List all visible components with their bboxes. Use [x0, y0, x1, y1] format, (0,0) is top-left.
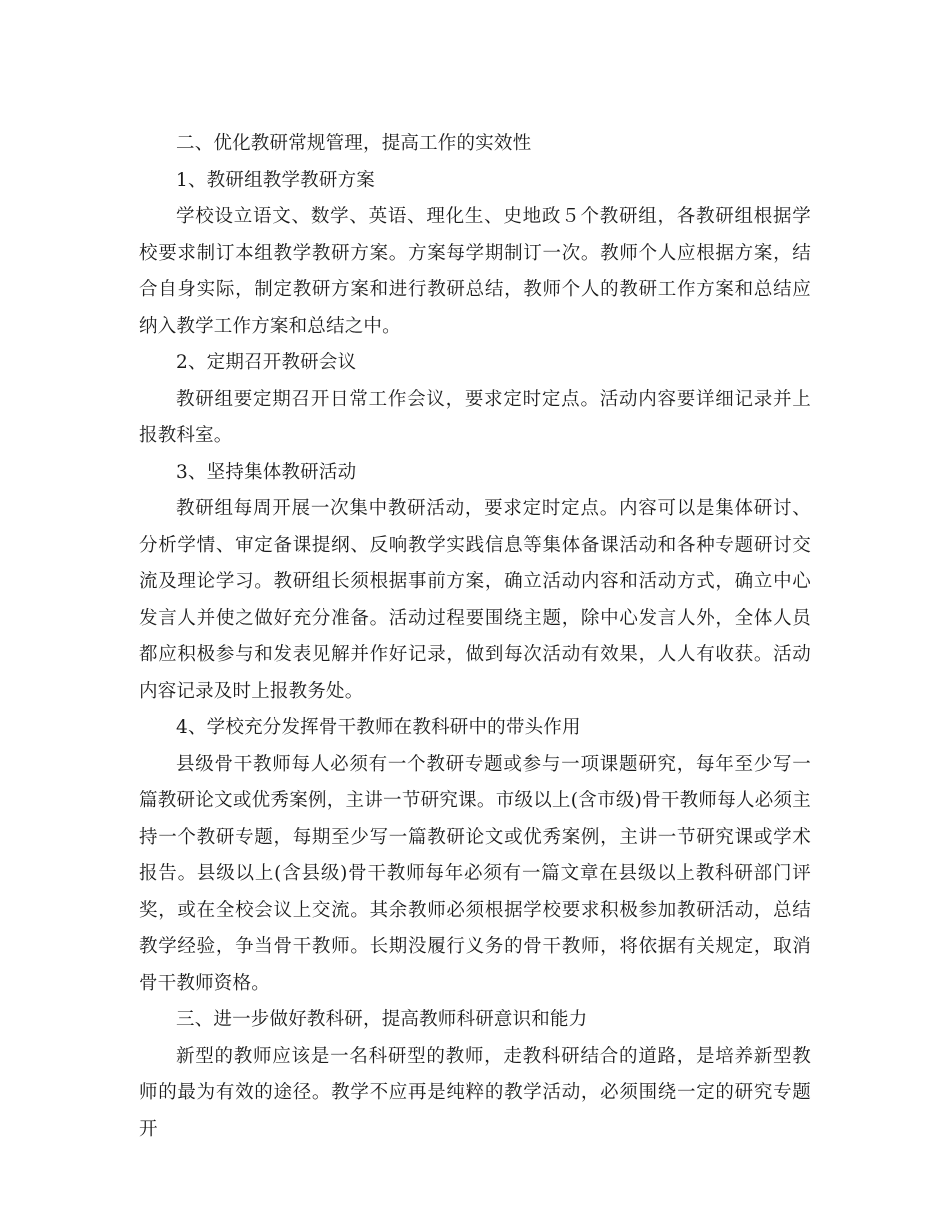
- subsection-heading: 1、教研组教学教研方案: [176, 169, 375, 191]
- body-paragraph: 新型的教师应该是一名科研型的教师，走教科研结合的道路，是培养新型教师的最为有效的途径。教学不应再是纯粹的教学活动，必须围绕一定的研究专题开: [139, 1045, 811, 1140]
- subsection-heading: 2、定期召开教研会议: [176, 352, 357, 373]
- section-heading: 二、优化教研常规管理，提高工作的实效性: [176, 133, 532, 154]
- subsection-heading: 3、坚持集体教研活动: [176, 461, 357, 483]
- section-heading: 三、进一步做好教科研，提高教师科研意识和能力: [176, 1009, 588, 1030]
- document-body: [139, 126, 811, 1148]
- body-paragraph: 县级骨干教师每人必须有一个教研专题或参与一项课题研究，每年至少写一篇教研论文或优秀案例，主讲一节研究课。市级以上(含市级)骨干教师每人必须主持一个教研专题，每期至少写一篇教研论文或优秀案例，主讲一节研究课或学术报告。县级以上(含县级)骨干教师每年必须有一篇文章在县级以上教科研部门评奖，或在全校会议上交流。其余教师必须根据学校要求积极参加教研活动，总结教学经验，争当骨干教师。长期没履行义务的骨干教师，将依据有关规定，取消骨干教师资格。: [139, 753, 811, 994]
- subsection-heading: 4、学校充分发挥骨干教师在教科研中的带头作用: [176, 717, 581, 738]
- body-paragraph: 教研组要定期召开日常工作会议，要求定时定点。活动内容要详细记录并上报教科室。: [139, 388, 811, 446]
- body-paragraph: 教研组每周开展一次集中教研活动，要求定时定点。内容可以是集体研讨、分析学情、审定备课提纲、反响教学实践信息等集体备课活动和各种专题研讨交流及理论学习。教研组长须根据事前方案，确立活动内容和活动方式，确立中心发言人并使之做好充分准备。活动过程要围绕主题，除中心发言人外，全体人员都应积极参与和发表见解并作好记录，做到每次活动有效果，人人有收获。活动内容记录及时上报教务处。: [139, 498, 811, 702]
- body-paragraph: 学校设立语文、数学、英语、理化生、史地政５个教研组，各教研组根据学校要求制订本组教学教研方案。方案每学期制订一次。教师个人应根据方案，结合自身实际，制定教研方案和进行教研总结，教师个人的教研工作方案和总结应纳入教学工作方案和总结之中。: [139, 206, 811, 337]
